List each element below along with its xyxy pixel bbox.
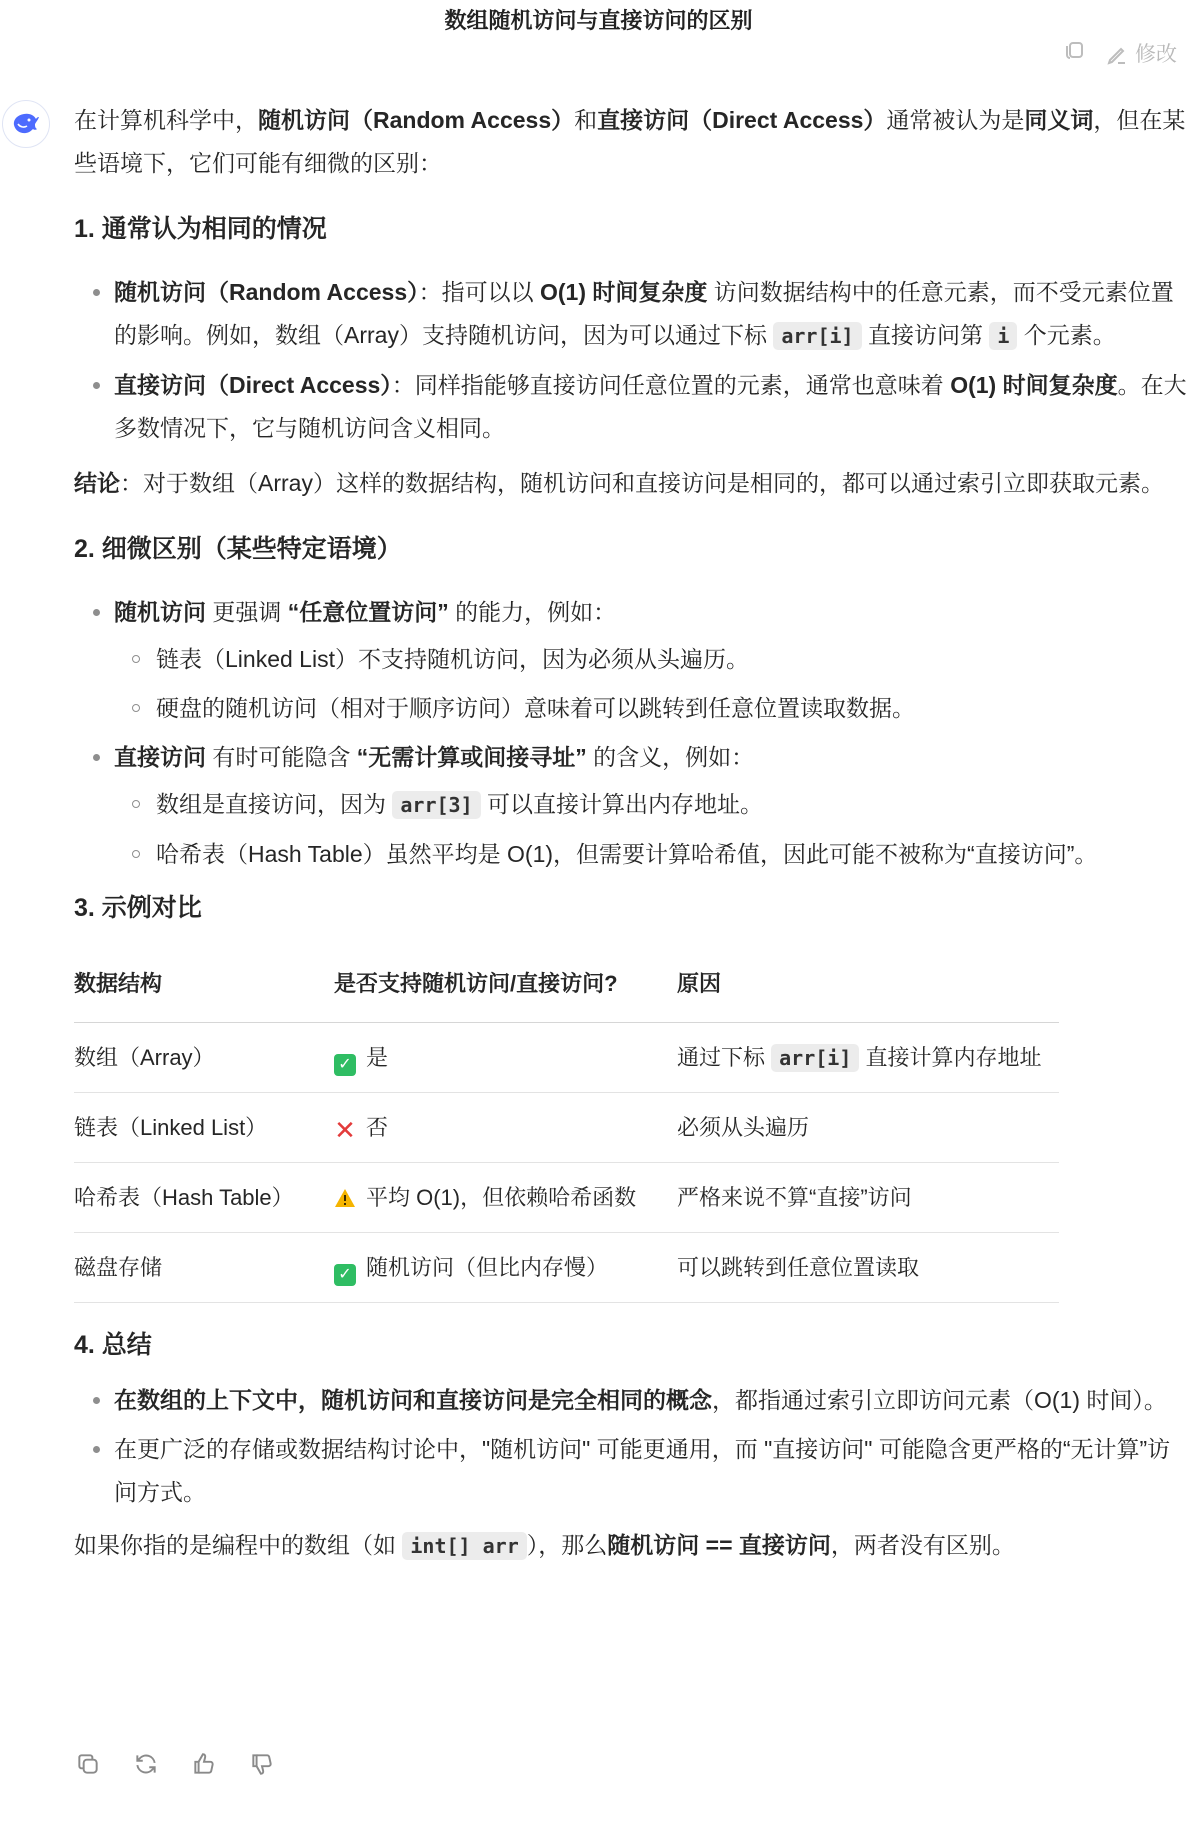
table-cell: ✕ 否 <box>334 1093 677 1163</box>
list-item: 在更广泛的存储或数据结构讨论中，"随机访问" 可能更通用，而 "直接访问" 可能隐含更严格的“无计算”访问方式。 <box>74 1428 1189 1514</box>
regenerate-icon[interactable] <box>132 1750 160 1778</box>
table-cell: 哈希表（Hash Table） <box>74 1163 334 1233</box>
list-item: 直接访问（Direct Access）：同样指能够直接访问任意位置的元素，通常也意味着 O(1) 时间复杂度。在大多数情况下，它与随机访问含义相同。 <box>74 364 1189 450</box>
list-item: 在数组的上下文中，随机访问和直接访问是完全相同的概念，都指通过索引立即访问元素（O(1) 时间）。 <box>74 1379 1189 1422</box>
whale-logo-icon <box>11 112 41 136</box>
table-header-row <box>74 944 1059 1023</box>
sub-list-item: 链表（Linked List）不支持随机访问，因为必须从头遍历。 <box>114 638 1189 681</box>
list-item: 直接访问 有时可能隐含 “无需计算或间接寻址” 的含义，例如： 数组是直接访问，因为 arr[3] 可以直接计算出内存地址。 哈希表（Hash Table）虽然平均是 O(1)，但需要计算哈希值，因此可能不被称为“直接访问”。 <box>74 736 1189 876</box>
check-icon: ✓ <box>334 1264 356 1286</box>
section-heading: 1. 通常认为相同的情况 <box>74 215 327 243</box>
table-cell: 磁盘存储 <box>74 1233 334 1303</box>
page-title: 数组随机访问与直接访问的区别 <box>444 8 753 33</box>
inline-code: arr[i] <box>771 1044 859 1072</box>
table-row <box>74 1093 1059 1163</box>
thumbs-up-icon[interactable] <box>190 1750 218 1778</box>
section2-list <box>74 591 1189 876</box>
table-cell: 可以跳转到任意位置读取 <box>677 1233 1059 1303</box>
column-header: 是否支持随机访问/直接访问? <box>334 944 677 1023</box>
edit-button[interactable] <box>1105 40 1177 70</box>
copy-response-icon[interactable] <box>74 1750 102 1778</box>
table-row <box>74 1233 1059 1303</box>
list-item: 随机访问 更强调 “任意位置访问” 的能力，例如： 链表（Linked List）不支持随机访问，因为必须从头遍历。 硬盘的随机访问（相对于顺序访问）意味着可以跳转到任意位置读取数据。 <box>74 591 1189 730</box>
assistant-avatar <box>2 100 50 148</box>
pencil-icon <box>1105 43 1129 67</box>
table-cell: ✓ 随机访问（但比内存慢） <box>334 1233 677 1303</box>
warning-icon <box>334 1187 356 1209</box>
thumbs-down-icon[interactable] <box>248 1750 276 1778</box>
sub-list-item: 哈希表（Hash Table）虽然平均是 O(1)，但需要计算哈希值，因此可能不被称为“直接访问”。 <box>114 833 1189 876</box>
inline-code: arr[3] <box>392 791 480 819</box>
copy-icon[interactable] <box>1063 38 1087 71</box>
intro-paragraph: 在计算机科学中，随机访问（Random Access）和直接访问（Direct Access）通常被认为是同义词，但在某些语境下，它们可能有细微的区别： <box>74 107 1186 176</box>
comparison-table <box>74 944 1059 1303</box>
cross-icon: ✕ <box>334 1115 356 1145</box>
table-cell: 数组（Array） <box>74 1023 334 1093</box>
table-row <box>74 1023 1059 1093</box>
section-heading: 2. 细微区别（某些特定语境） <box>74 535 402 563</box>
section-heading: 3. 示例对比 <box>74 894 202 922</box>
assistant-message <box>74 99 1189 1568</box>
sub-list-item: 硬盘的随机访问（相对于顺序访问）意味着可以跳转到任意位置读取数据。 <box>114 687 1189 730</box>
table-cell: 严格来说不算“直接”访问 <box>677 1163 1059 1233</box>
conclusion-paragraph: 结论：对于数组（Array）这样的数据结构，随机访问和直接访问是相同的，都可以通过索引立即获取元素。 <box>74 470 1164 496</box>
section4-list <box>74 1379 1189 1514</box>
table-cell: 必须从头遍历 <box>677 1093 1059 1163</box>
section-heading: 4. 总结 <box>74 1331 152 1359</box>
column-header: 原因 <box>677 944 1059 1023</box>
sub-list-item: 数组是直接访问，因为 arr[3] 可以直接计算出内存地址。 <box>114 783 1189 827</box>
table-row <box>74 1163 1059 1233</box>
edit-label: 修改 <box>1135 42 1177 66</box>
final-paragraph: 如果你指的是编程中的数组（如 int[] arr ），那么随机访问 == 直接访问，两者没有区别。 <box>74 1532 1015 1558</box>
section1-list <box>74 271 1189 450</box>
list-item: 随机访问（Random Access）：指可以以 O(1) 时间复杂度 访问数据结构中的任意元素，而不受元素位置的影响。例如，数组（Array）支持随机访问，因为可以通过下标 arr[i] 直接访问第 i 个元素。 <box>74 271 1189 358</box>
check-icon: ✓ <box>334 1054 356 1076</box>
table-cell: 链表（Linked List） <box>74 1093 334 1163</box>
response-actions <box>74 1750 276 1778</box>
inline-code: int[] arr <box>402 1532 526 1560</box>
inline-code: arr[i] <box>773 322 861 350</box>
table-cell: 平均 O(1)，但依赖哈希函数 <box>334 1163 677 1233</box>
column-header: 数据结构 <box>74 944 334 1023</box>
table-cell: 通过下标 arr[i] 直接计算内存地址 <box>677 1023 1059 1093</box>
message-actions <box>1063 38 1177 71</box>
table-cell: ✓ 是 <box>334 1023 677 1093</box>
inline-code: i <box>989 322 1017 350</box>
